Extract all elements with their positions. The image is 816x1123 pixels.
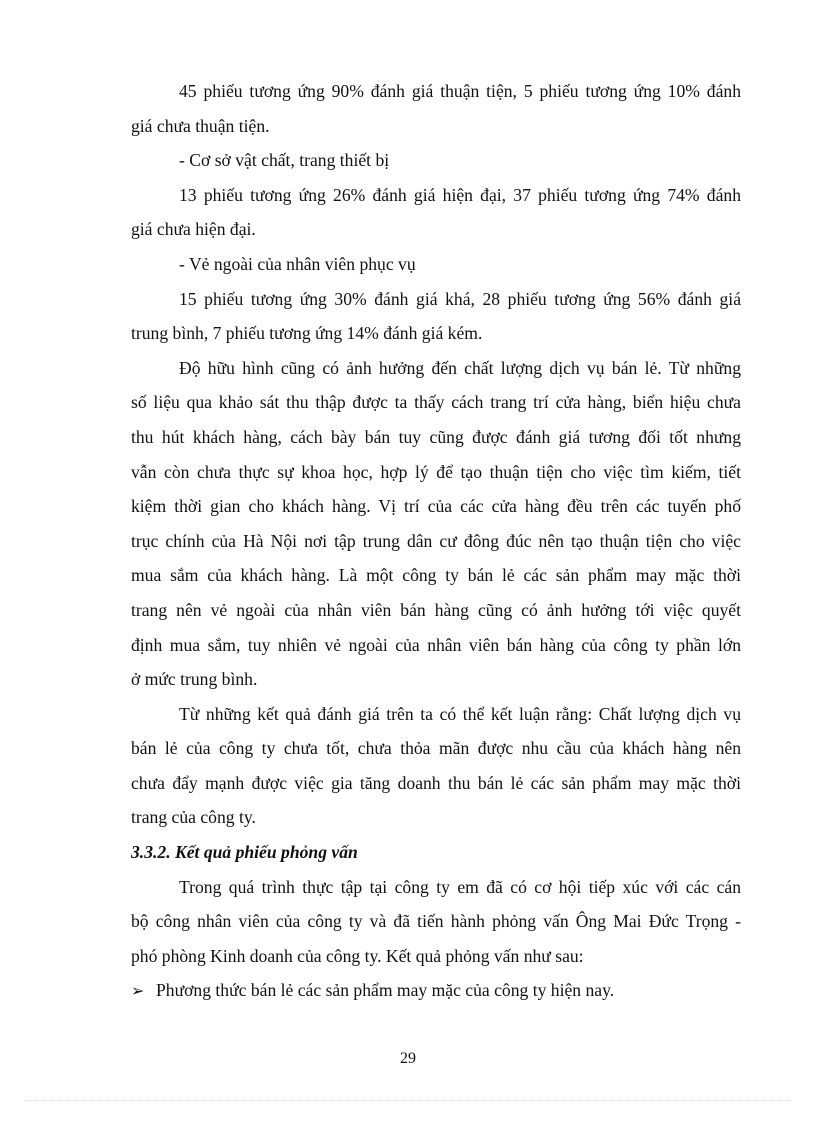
arrow-bullet-icon: ➢ <box>131 983 145 1001</box>
paragraph-line: 45 phiếu tương ứng 90% đánh giá thuận tiện, 5 phiếu tương ứng 10% đánh <box>179 81 741 101</box>
paragraph-line: bán lẻ của công ty chưa tốt, chưa thỏa mãn được nhu cầu của khách hàng nên <box>131 738 741 759</box>
bullet-item <box>131 973 741 1008</box>
section-heading: 3.3.2. Kết quả phiếu phỏng vấn <box>131 842 358 863</box>
paragraph-line: số liệu qua khảo sát thu thập được ta thấy cách trang trí cửa hàng, biển hiệu chưa <box>131 392 741 413</box>
paragraph-line: trang của công ty. <box>131 807 256 828</box>
paragraph-line: Từ những kết quả đánh giá trên ta có thể kết luận rằng: Chất lượng dịch vụ <box>179 703 741 724</box>
paragraph-line: Độ hữu hình cũng có ảnh hưởng đến chất lượng dịch vụ bán lẻ. Từ những <box>179 357 741 378</box>
paragraph-line: trang nên vẻ ngoài của nhân viên bán hàng cũng có ảnh hưởng tới việc quyết <box>131 599 741 620</box>
paragraph-line: ở mức trung bình. <box>131 669 258 690</box>
paragraph-line: định mua sắm, tuy nhiên vẻ ngoài của nhân viên bán hàng của công ty phần lớn <box>131 634 741 655</box>
list-item-appearance: - Vẻ ngoài của nhân viên phục vụ <box>179 253 416 274</box>
paragraph-line: 15 phiếu tương ứng 30% đánh giá khá, 28 phiếu tương ứng 56% đánh giá <box>179 288 741 309</box>
paragraph-line: vẫn còn chưa thực sự khoa học, hợp lý để tạo thuận tiện cho việc tìm kiếm, tiết <box>131 461 741 482</box>
paragraph-line: Trong quá trình thực tập tại công ty em đã có cơ hội tiếp xúc với các cán <box>179 876 741 897</box>
page-number: 29 <box>400 1050 416 1067</box>
page-bottom-divider <box>24 1100 792 1101</box>
paragraph-line: 13 phiếu tương ứng 26% đánh giá hiện đại, 37 phiếu tương ứng 74% đánh <box>179 184 741 205</box>
paragraph-line: bộ công nhân viên của công ty và đã tiến hành phỏng vấn Ông Mai Đức Trọng - <box>131 911 741 932</box>
paragraph-line: mua sắm của khách hàng. Là một công ty bán lẻ các sản phẩm may mặc thời <box>131 565 741 586</box>
list-item-facilities: - Cơ sở vật chất, trang thiết bị <box>179 150 390 171</box>
bullet-item-text: Phương thức bán lẻ các sản phẩm may mặc của công ty hiện nay. <box>156 980 615 1001</box>
paragraph-line: kiệm thời gian cho khách hàng. Vị trí của các cửa hàng đều trên các tuyến phố <box>131 496 741 517</box>
paragraph-line: thu hút khách hàng, cách bày bán tuy cũng được đánh giá tương đối tốt nhưng <box>131 426 741 447</box>
paragraph-line: chưa đẩy mạnh được việc gia tăng doanh thu bán lẻ các sản phẩm may mặc thời <box>131 772 741 793</box>
paragraph-line: phó phòng Kinh doanh của công ty. Kết quả phỏng vấn như sau: <box>131 945 584 966</box>
paragraph-line: giá chưa thuận tiện. <box>131 115 270 136</box>
paragraph-line: trục chính của Hà Nội nơi tập trung dân cư đông đúc nên tạo thuận tiện cho việc <box>131 530 741 551</box>
paragraph-line: giá chưa hiện đại. <box>131 219 256 240</box>
paragraph-line: trung bình, 7 phiếu tương ứng 14% đánh giá kém. <box>131 323 483 344</box>
page-body <box>131 74 741 1008</box>
